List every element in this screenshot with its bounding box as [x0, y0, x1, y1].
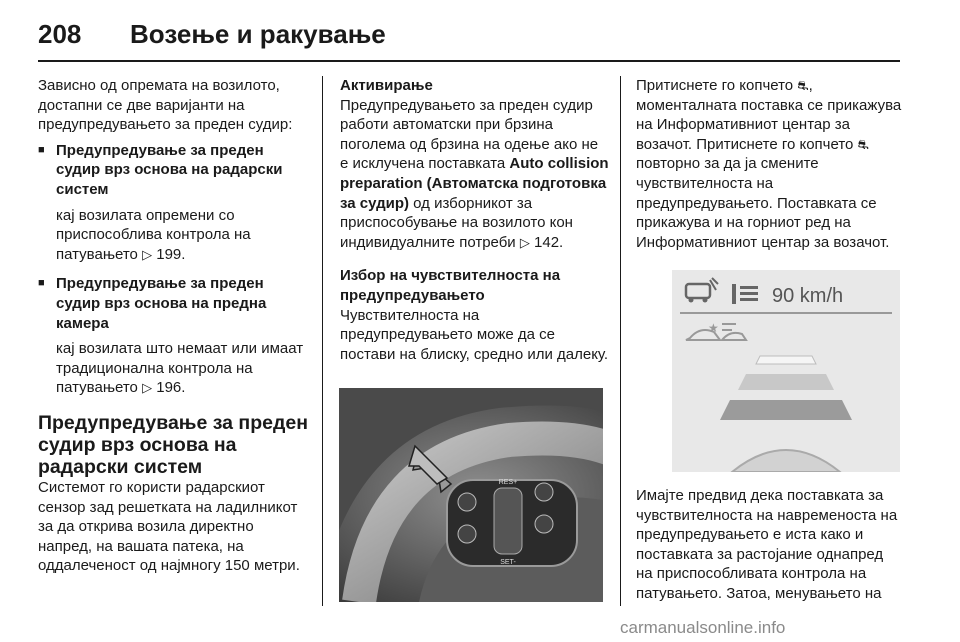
- instruction-text: Притиснете го копчето: [636, 77, 794, 94]
- button-instruction: [636, 76, 902, 252]
- section-text: Системот го користи радарскиот сензор зад решетката на ладилникот за да открива возила директно напред, на вашата патека, на оддалеченост од најмногу 150 метри.: [38, 478, 300, 575]
- activation-setting-name: Auto collision preparation (Автоматска подготовка за судир): [340, 155, 609, 212]
- set-label: SET-: [500, 559, 516, 566]
- sensitivity-heading: Избор на чувствителноста на предупредувањето: [340, 267, 561, 304]
- column-2: [340, 76, 610, 364]
- steering-wheel-svg: [339, 388, 603, 602]
- svg-text:★: ★: [708, 321, 719, 335]
- watermark: carmanualsonline.info: [620, 618, 786, 637]
- column-3-continued: [636, 486, 902, 604]
- cruise-button-icon: [458, 525, 476, 543]
- header-rule: [38, 60, 900, 62]
- page-reference-icon: ▷: [142, 380, 153, 396]
- page-title: Возење и ракување: [130, 18, 386, 49]
- column-1: [38, 76, 310, 576]
- instruction-text-end: повторно за да ја смените чувствителноста на предупредувањето. Поставката се прикажува и на горниот ред на Информативниот центар за возачот.: [636, 155, 890, 251]
- page-header: [38, 14, 928, 54]
- page-reference[interactable]: 196.: [156, 379, 186, 397]
- column-divider-2: [620, 76, 621, 606]
- page-reference-icon: ▷: [519, 234, 530, 250]
- bullet-item-radar: [38, 141, 310, 265]
- page-reference-icon: ▷: [142, 246, 153, 262]
- bullet-title: Предупредување за преден судир врз основа на радарски систем: [56, 141, 283, 198]
- display-svg: [672, 270, 900, 472]
- section-heading: Предупредување за преден судир врз основа на радарски систем: [38, 411, 308, 478]
- note-text: Имајте предвид дека поставката за чувствителноста на навременоста на предупредувањето е иста како и поставката за растојание однапред на приспособливата контрола на патувањето. Затоа, менувањето на: [636, 487, 898, 602]
- square-bullet-icon: ■: [38, 143, 45, 156]
- page-reference[interactable]: 199.: [156, 245, 186, 263]
- activation-text: Предупредувањето за преден судир работи автоматски при брзина поголема од брзина на одење ако не е исклучена поставката: [340, 96, 599, 173]
- sensitivity-text: Чувствителноста на предупредувањето може да се постави на блиску, средно или далеку.: [340, 306, 609, 363]
- steering-wheel-illustration: [339, 388, 603, 602]
- bullet-text: кај возилата опремени со приспособлива контрола на патувањето: [56, 206, 251, 263]
- cancel-cruise-icon: [535, 483, 553, 501]
- res-label: RES+: [498, 479, 518, 486]
- distance-button-icon: ⛐: [857, 136, 869, 152]
- sensitivity-bar-2: [738, 374, 834, 390]
- distance-bars-icon: [732, 284, 758, 304]
- page-number: 208: [38, 18, 82, 49]
- limiter-button-icon: [535, 515, 553, 533]
- activation-paragraph: [340, 96, 610, 253]
- instruction-text-continued: , моменталната поставка се прикажува на Информативниот центар за возачот. Притиснете го копчето: [636, 77, 902, 153]
- square-bullet-icon: ■: [38, 277, 45, 290]
- intro-text: Зависно од опремата на возилото, достапни се две варијанти на предупредувањето за преден судир:: [38, 77, 293, 134]
- page-reference[interactable]: 142.: [534, 233, 564, 251]
- column-divider-1: [322, 76, 323, 606]
- driver-info-display: [672, 270, 900, 472]
- bullet-item-camera: [38, 274, 310, 398]
- activation-text-continued: од изборникот за приспособување на возилото кон индивидуалните потреби: [340, 194, 573, 251]
- distance-button-icon: [458, 493, 476, 511]
- sensitivity-bar-1: [756, 356, 816, 364]
- bullet-title: Предупредување за преден судир врз основа на предна камера: [56, 275, 267, 332]
- distance-button-icon: ⛐: [797, 78, 809, 93]
- speed-readout: 90 km/h: [772, 285, 844, 307]
- res-set-rocker: [494, 488, 522, 554]
- sensitivity-bar-3: [720, 400, 852, 420]
- column-3: [636, 76, 902, 252]
- activation-heading: Активирање: [340, 77, 433, 94]
- bullet-text: кај возилата што немаат или имаат традиционална контрола на патувањето: [56, 340, 304, 397]
